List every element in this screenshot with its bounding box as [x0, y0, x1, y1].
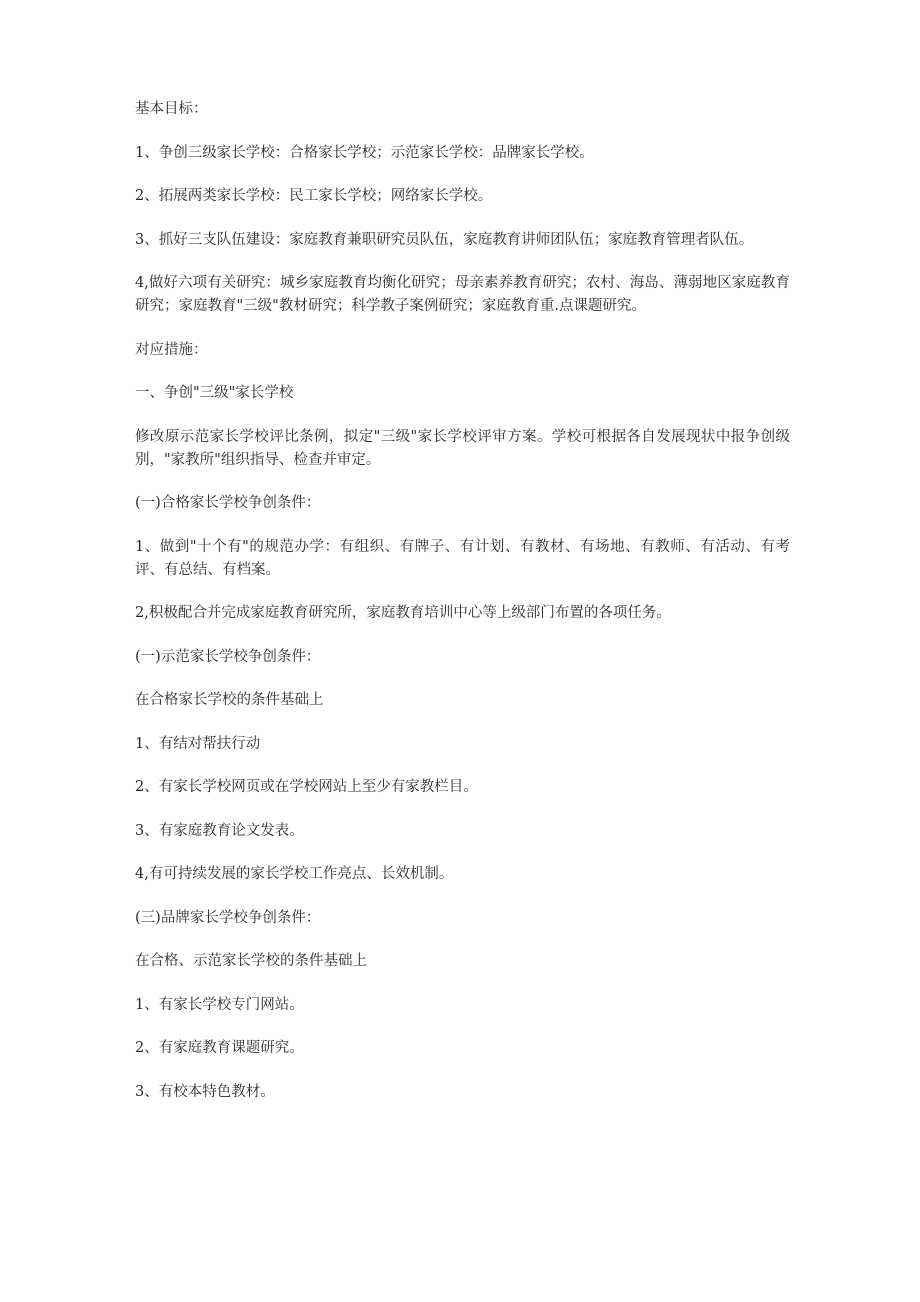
model-item-3: 3、有家庭教育论文发表。 — [135, 822, 304, 839]
qualified-item-1: 1、做到"十个有"的规范办学：有组织、有牌子、有计划、有教材、有场地、有教师、有活动、有考评、有总结、有档案。 — [135, 538, 790, 578]
heading-basic-goals: 基本目标： — [135, 101, 208, 117]
section-heading-1: 一、争创"三级"家长学校 — [135, 385, 294, 401]
model-basis: 在合格家长学校的条件基础上 — [135, 692, 324, 708]
subsection-model: (一)示范家长学校争创条件： — [135, 648, 321, 665]
model-item-2: 2、有家长学校网页或在学校网站上至少有家教栏目。 — [135, 779, 478, 795]
brand-basis: 在合格、示范家长学校的条件基础上 — [135, 953, 367, 969]
brand-item-1: 1、有家长学校专门网站。 — [135, 996, 304, 1013]
brand-item-3: 3、有校本特色教材。 — [135, 1083, 275, 1100]
brand-item-2: 2、有家庭教育课题研究。 — [135, 1040, 304, 1056]
model-item-4: 4,有可持续发展的家长学校工作亮点、长效机制。 — [135, 866, 454, 882]
section-intro: 修改原示范家长学校评比条例，拟定"三级"家长学校评审方案。学校可根据各自发展现状中报争创级别，"家教所"组织指导、检查并审定。 — [135, 428, 790, 468]
goal-item-4: 4,做好六项有关研究：城乡家庭教育均衡化研究；母亲素养教育研究；农村、海岛、薄弱地区家庭教育研究；家庭教育"三级"教材研究；科学教子案例研究；家庭教育重.点课题研究。 — [135, 275, 790, 314]
heading-measures: 对应措施： — [135, 341, 208, 358]
document-body — [135, 98, 790, 1124]
subsection-brand: (三)品牌家长学校争创条件： — [135, 909, 321, 926]
goal-item-1: 1、争创三级家长学校：合格家长学校；示范家长学校：品牌家长学校。 — [135, 144, 594, 161]
goal-item-2: 2、拓展两类家长学校：民工家长学校；网络家长学校。 — [135, 188, 493, 204]
model-item-1: 1、有结对帮扶行动 — [135, 735, 261, 752]
goal-item-3: 3、抓好三支队伍建设：家庭教育兼职研究员队伍，家庭教育讲师团队伍；家庭教育管理者队伍。 — [135, 231, 754, 248]
subsection-qualified: (一)合格家长学校争创条件： — [135, 495, 321, 511]
qualified-item-2: 2,积极配合并完成家庭教育研究所，家庭教育培训中心等上级部门布置的各项任务。 — [135, 605, 671, 621]
